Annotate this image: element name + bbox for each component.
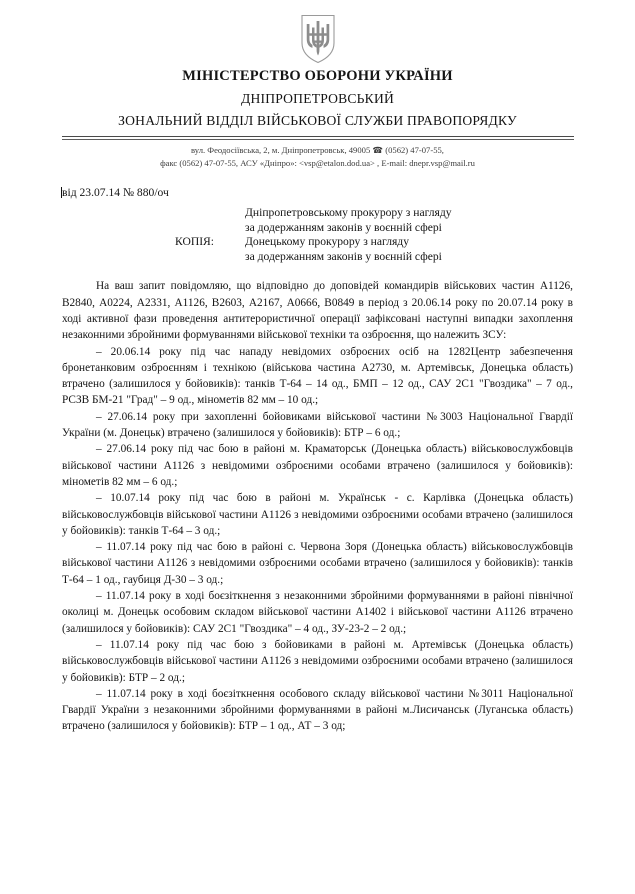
body-list-item: – 20.06.14 року під час нападу невідомих озброєних осіб на 1282Центр забезпечення бронетанковим озброєнням і технікою (військова частина А2730, м. Артемівськ, Донецька область) втрачено (залишилося у бойовиків): танків Т-64 – 14 од., БМП – 12 од., САУ 2С1 "Гвоздика" – 7 од., РСЗВ БМ-21 "Град" – 9 од., мінометів 82 мм – 10 од.; xyxy=(62,345,573,407)
emblem-container xyxy=(0,0,635,62)
text-cursor-marker xyxy=(61,187,62,198)
letterhead-region: ДНІПРОПЕТРОВСЬКИЙ xyxy=(241,91,394,106)
body-list-item: – 27.06.14 року під час бою в районі м. Краматорськ (Донецька область) військовослужбовців військової частини А1126 з невідомими озброєними особами втрачено (залишилося у бойовиків): мінометів 82 мм – 6 од.; xyxy=(62,443,573,488)
letterhead-contacts xyxy=(0,144,635,169)
ukrainian-trident-coat-of-arms-icon xyxy=(300,14,336,64)
body-list-item: – 10.07.14 року під час бою в районі м. Українськ - с. Карлівка (Донецька область) військовослужбовців військової частини А1126 з невідомими озброєними особами втрачено (залишилося у бойовиків): танків Т-64 – 3 од.; xyxy=(62,492,573,537)
header-divider xyxy=(62,136,574,140)
copy-label: КОПІЯ: xyxy=(175,235,215,249)
body-intro-paragraph: На ваш запит повідомляю, що відповідно до доповідей командирів військових частин А1126, В2840, А0224, А2331, А1126, В2603, А2167, А0666, В0849 в період з 20.06.14 року по 20.07.14 року в ході активної фази проведення антитерористичної операції зафіксовані наступні випадки захоплення незаконними збройними формуваннями військової техніки та озброєння, що належить ЗСУ: xyxy=(62,280,573,342)
addressee-line-1: Дніпропетровському прокурору з нагляду xyxy=(245,206,452,219)
body-list-item: – 11.07.14 року в ході боєзіткнення з незаконними збройними формуваннями в районі північної околиці м. Донецьк особовим складом військової частини А1402 і військової частини А1126 втрачено (залишилося у бойовиків): САУ 2С1 "Гвоздика" – 4 од., ЗУ-23-2 – 2 од.; xyxy=(62,590,573,635)
body-list-item: – 11.07.14 року під час бою в районі с. Червона Зоря (Донецька область) військовослужбовців військової частини А1126 з невідомими озброєними особами втрачено (залишилося у бойовиків): танків Т-64 – 1 од., гаубиця Д-30 – 3 од.; xyxy=(62,541,573,586)
letterhead-ministry: МІНІСТЕРСТВО ОБОРОНИ УКРАЇНИ xyxy=(182,68,453,84)
addressee-line-4: за додержанням законів у воєнній сфері xyxy=(245,249,442,263)
document-reference-line xyxy=(0,186,635,200)
header-divider-top-line xyxy=(62,136,574,137)
letterhead-unit: ЗОНАЛЬНИЙ ВІДДІЛ ВІЙСЬКОВОЇ СЛУЖБИ ПРАВОПОРЯДКУ xyxy=(118,113,517,128)
reference-text: від 23.07.14 № 880/оч xyxy=(62,186,169,199)
addressee-line-2: за додержанням законів у воєнній сфері xyxy=(245,220,442,234)
contact-fax-email-line: факс (0562) 47-07-55, АСУ «Дніпро»: <vsp@etalon.dod.ua> , E-mail: dnepr.vsp@mail.ru xyxy=(160,157,475,168)
body-list-item: – 27.06.14 року при захопленні бойовиками військової частини №3003 Національної Гвардії України (м. Донецьк) втрачено (залишилося у бойовиків): БТР – 6 од.; xyxy=(62,410,573,440)
body-list-item: – 11.07.14 року під час бою з бойовиками в районі м. Артемівськ (Донецька область) військовослужбовців військової частини А1126 з невідомими озброєними особами втрачено (залишилося у бойовиків): БТР – 2 од.; xyxy=(62,638,573,684)
addressee-line-3: Донецькому прокурору з нагляду xyxy=(245,235,410,249)
body-list-item: – 11.07.14 року в ході боєзіткнення особового складу військової частини №3011 Національної Гвардії України з незаконними збройними формуваннями в районі м.Лисичанськ (Луганська область) втрачено (залишилося у бойовиків): БТР – 1 од., АТ – 3 од; xyxy=(62,687,573,733)
contact-address-line: вул. Феодосіївська, 2, м. Дніпропетровськ, 49005 ☎ (0562) 47-07-55, xyxy=(191,145,444,155)
document-body xyxy=(0,278,635,734)
header-divider-bottom-line xyxy=(62,139,574,140)
addressee-block xyxy=(0,206,635,264)
